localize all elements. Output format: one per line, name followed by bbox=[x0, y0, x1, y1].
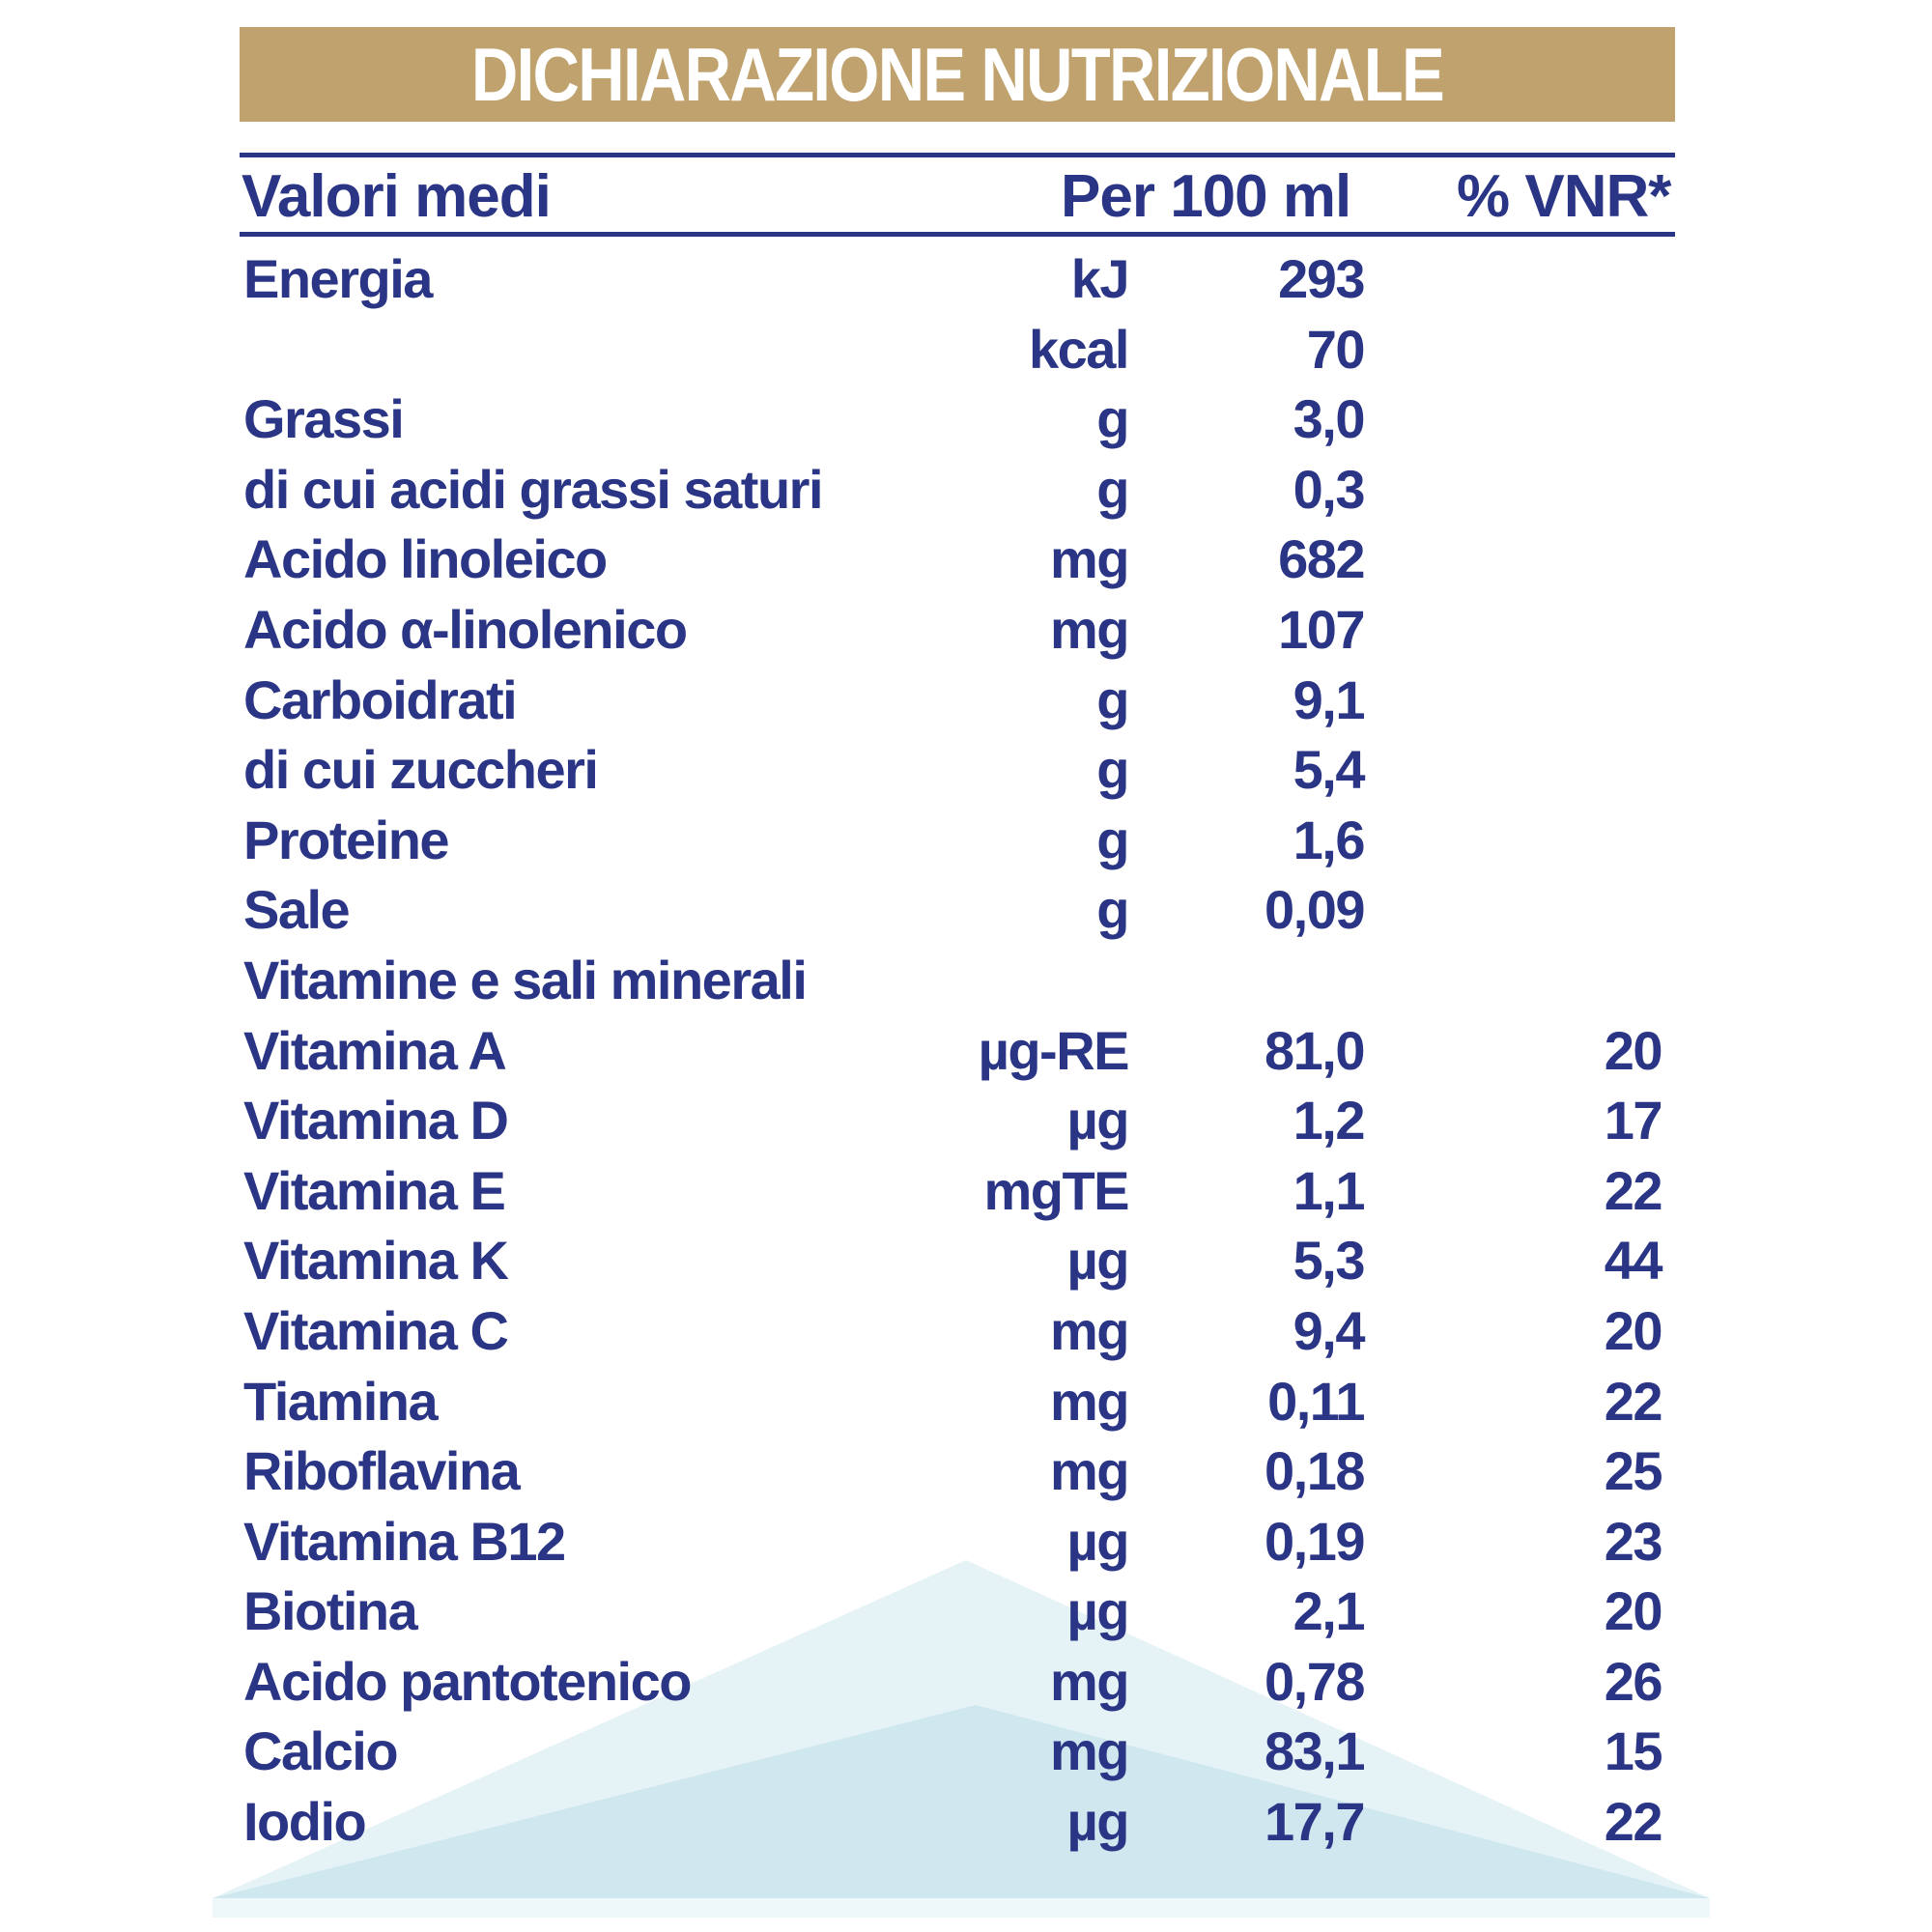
nutrient-name: Acido pantotenico bbox=[243, 1650, 691, 1712]
nutrient-name: Vitamina A bbox=[243, 1019, 506, 1081]
table-row bbox=[0, 315, 1932, 385]
column-header-vnr: % VNR* bbox=[1457, 163, 1671, 230]
table-row bbox=[0, 946, 1932, 1016]
nutrient-vnr: 17 bbox=[1604, 1090, 1662, 1151]
nutrient-unit: g bbox=[1096, 739, 1128, 801]
nutrient-unit: µg bbox=[1066, 1090, 1128, 1151]
header-underline-rule bbox=[240, 232, 1675, 237]
table-row bbox=[0, 525, 1932, 595]
nutrient-value: 1,1 bbox=[1293, 1159, 1364, 1221]
nutrient-value: 0,18 bbox=[1264, 1440, 1364, 1502]
nutrient-vnr: 20 bbox=[1604, 1580, 1662, 1642]
nutrient-value: 5,4 bbox=[1293, 739, 1364, 801]
nutrient-name: Proteine bbox=[243, 809, 449, 870]
nutrient-vnr: 22 bbox=[1604, 1791, 1662, 1853]
column-header-per-100ml: Per 100 ml bbox=[1061, 163, 1351, 230]
nutrition-header-banner bbox=[240, 27, 1675, 122]
table-row bbox=[0, 1507, 1932, 1577]
table-row bbox=[0, 1436, 1932, 1507]
nutrient-value: 293 bbox=[1278, 248, 1364, 309]
nutrient-vnr: 22 bbox=[1604, 1159, 1662, 1221]
column-header-name: Valori medi bbox=[242, 163, 551, 230]
nutrient-value: 70 bbox=[1306, 318, 1364, 380]
nutrient-unit: mg bbox=[1050, 1720, 1128, 1782]
nutrient-name: Iodio bbox=[243, 1791, 366, 1853]
nutrient-name: Vitamina K bbox=[243, 1230, 508, 1292]
nutrient-unit: µg bbox=[1066, 1510, 1128, 1572]
table-row bbox=[0, 1577, 1932, 1647]
nutrient-name: Acido α-linolenico bbox=[243, 598, 687, 660]
nutrient-name: Acido linoleico bbox=[243, 528, 607, 590]
table-row bbox=[0, 1787, 1932, 1858]
nutrient-value: 9,1 bbox=[1293, 668, 1364, 730]
nutrient-unit: kJ bbox=[1070, 248, 1128, 309]
table-row bbox=[0, 1647, 1932, 1718]
nutrient-name: di cui zuccheri bbox=[243, 739, 598, 801]
nutrient-name: Grassi bbox=[243, 388, 404, 450]
nutrient-unit: mg bbox=[1050, 528, 1128, 590]
nutrient-unit: mg bbox=[1050, 1299, 1128, 1361]
table-row bbox=[0, 1367, 1932, 1437]
nutrient-name: Calcio bbox=[243, 1720, 398, 1782]
nutrient-vnr: 26 bbox=[1604, 1650, 1662, 1712]
nutrient-value: 0,78 bbox=[1264, 1650, 1364, 1712]
nutrient-value: 107 bbox=[1278, 598, 1364, 660]
nutrient-unit: µg bbox=[1066, 1230, 1128, 1292]
nutrient-value: 1,6 bbox=[1293, 809, 1364, 870]
table-row bbox=[0, 1296, 1932, 1367]
nutrient-unit: mg bbox=[1050, 1440, 1128, 1502]
nutrient-value: 0,3 bbox=[1293, 458, 1364, 520]
table-row bbox=[0, 1226, 1932, 1296]
nutrient-name: Vitamina E bbox=[243, 1159, 505, 1221]
nutrient-vnr: 20 bbox=[1604, 1019, 1662, 1081]
nutrient-vnr: 15 bbox=[1604, 1720, 1662, 1782]
nutrient-name: Vitamina C bbox=[243, 1299, 508, 1361]
table-row bbox=[0, 875, 1932, 946]
nutrient-unit: mg bbox=[1050, 598, 1128, 660]
nutrient-value: 81,0 bbox=[1264, 1019, 1364, 1081]
table-row bbox=[0, 384, 1932, 455]
header-title: DICHIARAZIONE NUTRIZIONALE bbox=[470, 31, 1444, 117]
nutrient-vnr: 20 bbox=[1604, 1299, 1662, 1361]
nutrient-value: 0,09 bbox=[1264, 879, 1364, 941]
table-row bbox=[0, 1086, 1932, 1156]
nutrient-value: 1,2 bbox=[1293, 1090, 1364, 1151]
nutrient-name: Vitamine e sali minerali bbox=[243, 949, 807, 1010]
nutrient-name: Energia bbox=[243, 248, 432, 309]
table-row bbox=[0, 1717, 1932, 1787]
nutrient-name: di cui acidi grassi saturi bbox=[243, 458, 823, 520]
nutrient-name: Sale bbox=[243, 879, 350, 941]
nutrient-vnr: 22 bbox=[1604, 1370, 1662, 1432]
table-row bbox=[0, 735, 1932, 806]
nutrient-name: Vitamina D bbox=[243, 1090, 508, 1151]
nutrient-unit: mg bbox=[1050, 1650, 1128, 1712]
nutrient-name: Tiamina bbox=[243, 1370, 438, 1432]
nutrient-value: 83,1 bbox=[1264, 1720, 1364, 1782]
table-row bbox=[0, 244, 1932, 315]
nutrient-value: 17,7 bbox=[1264, 1791, 1364, 1853]
nutrient-unit: µg bbox=[1066, 1791, 1128, 1853]
nutrient-vnr: 23 bbox=[1604, 1510, 1662, 1572]
nutrient-unit: g bbox=[1096, 458, 1128, 520]
nutrient-value: 682 bbox=[1278, 528, 1364, 590]
nutrient-unit: mgTE bbox=[983, 1159, 1128, 1221]
nutrient-name: Riboflavina bbox=[243, 1440, 520, 1502]
nutrient-name: Biotina bbox=[243, 1580, 417, 1642]
nutrient-unit: mg bbox=[1050, 1370, 1128, 1432]
nutrient-vnr: 44 bbox=[1604, 1230, 1662, 1292]
nutrient-unit: g bbox=[1096, 879, 1128, 941]
nutrient-unit: µg-RE bbox=[978, 1019, 1128, 1081]
nutrient-value: 5,3 bbox=[1293, 1230, 1364, 1292]
nutrient-value: 3,0 bbox=[1293, 388, 1364, 450]
table-row bbox=[0, 1156, 1932, 1227]
nutrient-value: 2,1 bbox=[1293, 1580, 1364, 1642]
nutrient-unit: g bbox=[1096, 388, 1128, 450]
nutrient-vnr: 25 bbox=[1604, 1440, 1662, 1502]
table-row bbox=[0, 455, 1932, 526]
nutrient-unit: g bbox=[1096, 809, 1128, 870]
table-row bbox=[0, 595, 1932, 666]
nutrient-unit: kcal bbox=[1029, 318, 1128, 380]
nutrient-value: 0,11 bbox=[1267, 1370, 1364, 1432]
top-rule bbox=[240, 153, 1675, 157]
nutrient-name: Carboidrati bbox=[243, 668, 517, 730]
nutrient-unit: g bbox=[1096, 668, 1128, 730]
nutrition-table bbox=[0, 244, 1932, 1858]
nutrient-unit: µg bbox=[1066, 1580, 1128, 1642]
nutrient-value: 9,4 bbox=[1293, 1299, 1364, 1361]
table-row bbox=[0, 666, 1932, 736]
table-row bbox=[0, 1016, 1932, 1087]
table-row bbox=[0, 806, 1932, 876]
nutrient-value: 0,19 bbox=[1264, 1510, 1364, 1572]
nutrient-name: Vitamina B12 bbox=[243, 1510, 565, 1572]
